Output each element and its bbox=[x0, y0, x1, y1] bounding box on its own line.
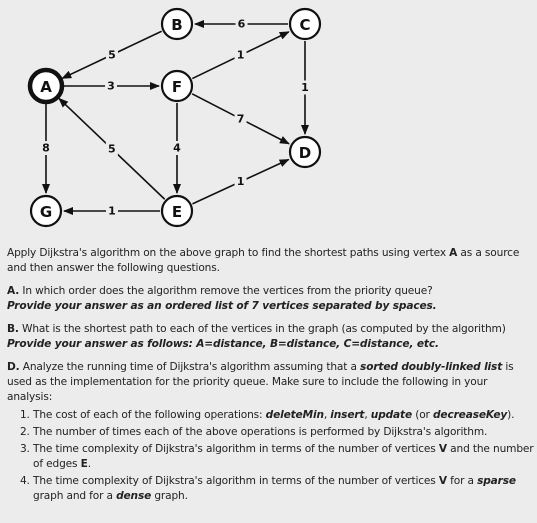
graph-diagram bbox=[0, 0, 537, 240]
node-label-d: D bbox=[298, 144, 312, 162]
dense-term: dense bbox=[116, 490, 152, 502]
question-d-text: Analyze the running time of Dijkstra's algorithm assuming that a bbox=[19, 361, 361, 373]
separator: (or bbox=[412, 409, 433, 421]
question-text bbox=[7, 246, 535, 506]
node-label-a: A bbox=[40, 78, 52, 96]
op-insert: insert bbox=[330, 409, 365, 421]
node-c bbox=[290, 9, 320, 39]
edge-weight-e-d: 1 bbox=[236, 175, 245, 189]
item-text: and the number of edges bbox=[33, 443, 534, 470]
intro-source-vertex: A bbox=[449, 247, 458, 259]
node-d bbox=[290, 137, 320, 167]
op-deletemin: deleteMin bbox=[265, 409, 324, 421]
var-e: E bbox=[80, 458, 88, 470]
graph-edges bbox=[40, 17, 311, 218]
node-g bbox=[31, 196, 61, 226]
op-update: update bbox=[370, 409, 413, 421]
edge-weight-e-a: 5 bbox=[108, 142, 116, 156]
separator: , bbox=[364, 409, 371, 421]
separator: , bbox=[323, 409, 331, 421]
question-b-text: What is the shortest path to each of the vertices in the graph (as computed by the algorithm) bbox=[18, 323, 506, 335]
item-text: The cost of each of the following operations: bbox=[33, 409, 266, 421]
node-a bbox=[30, 70, 62, 102]
item-text: The number of times each of the above operations is performed by Dijkstra's algorithm. bbox=[33, 426, 488, 438]
question-a-instructions: Provide your answer as an ordered list of 7 vertices separated by spaces. bbox=[7, 300, 437, 312]
graph-nodes bbox=[30, 9, 320, 226]
edge-weight-f-e: 4 bbox=[173, 141, 181, 155]
node-label-f: F bbox=[171, 78, 183, 96]
intro-text: Apply Dijkstra's algorithm on the above graph to find the shortest paths using vertex bbox=[7, 247, 450, 259]
edge-weight-c-b: 6 bbox=[237, 17, 246, 31]
question-a-label: A. bbox=[7, 285, 20, 297]
sparse-term: sparse bbox=[477, 475, 516, 487]
node-label-e: E bbox=[171, 203, 183, 221]
question-d-emphasis: sorted doubly-linked list bbox=[360, 361, 503, 373]
separator: ). bbox=[507, 409, 515, 421]
node-label-b: B bbox=[171, 16, 183, 34]
analysis-item-2 bbox=[33, 425, 535, 440]
question-d bbox=[7, 360, 535, 405]
analysis-item-1 bbox=[33, 408, 535, 423]
intro-paragraph bbox=[7, 246, 535, 276]
item-text: The time complexity of Dijkstra's algorithm in terms of the number of vertices bbox=[33, 475, 439, 487]
node-label-g: G bbox=[39, 203, 53, 221]
analysis-list bbox=[7, 408, 535, 504]
edge-weight-a-g: 8 bbox=[42, 141, 50, 155]
question-a-text: In which order does the algorithm remove the vertices from the priority queue? bbox=[19, 285, 433, 297]
edge-weight-f-c: 1 bbox=[236, 48, 245, 62]
analysis-item-3 bbox=[33, 442, 535, 472]
edge-weight-c-d: 1 bbox=[301, 81, 309, 94]
question-b-label: B. bbox=[7, 323, 19, 335]
var-v: V bbox=[438, 443, 447, 455]
node-label-c: C bbox=[299, 16, 311, 34]
edge-weight-e-g: 1 bbox=[108, 204, 116, 218]
question-b bbox=[7, 322, 535, 337]
node-f bbox=[162, 71, 192, 101]
item-text: graph and for a bbox=[33, 490, 117, 502]
edge-weight-b-a: 5 bbox=[108, 48, 116, 62]
intro-text-end: as a source and then answer the following questions. bbox=[7, 247, 520, 274]
item-text: The time complexity of Dijkstra's algorithm in terms of the number of vertices bbox=[33, 443, 439, 455]
item-text: graph. bbox=[151, 490, 188, 502]
question-a bbox=[7, 284, 535, 299]
node-b bbox=[162, 9, 192, 39]
item-text: for a bbox=[446, 475, 478, 487]
node-e bbox=[162, 196, 192, 226]
analysis-item-4 bbox=[33, 474, 535, 504]
question-b-instructions: Provide your answer as follows: A=distance, B=distance, C=distance, etc. bbox=[7, 338, 439, 350]
edge-weight-a-f: 3 bbox=[107, 79, 115, 93]
var-v: V bbox=[438, 475, 447, 487]
question-d-label: D. bbox=[7, 361, 20, 373]
op-decreasekey: decreaseKey bbox=[432, 409, 508, 421]
item-text: . bbox=[87, 458, 91, 470]
edge-weight-f-d: 7 bbox=[236, 112, 245, 126]
question-d-text-end: is used as the implementation for the priority queue. Make sure to include the following in your analysis: bbox=[7, 361, 514, 403]
